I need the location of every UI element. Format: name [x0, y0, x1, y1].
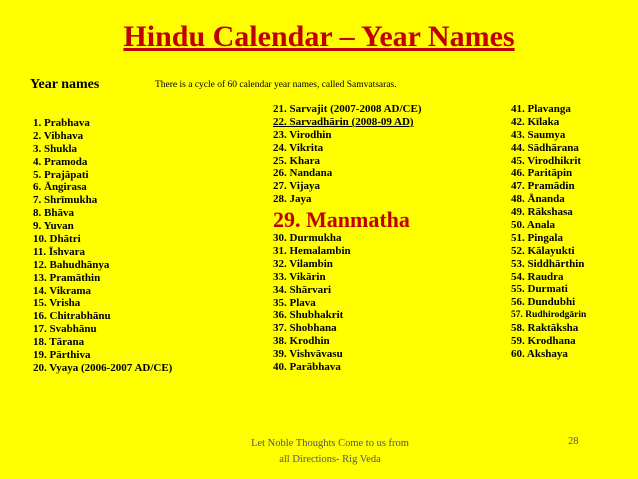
year-names-description: There is a cycle of 60 calendar year names, called Samvatsaras. [155, 80, 397, 90]
list-item: 1. Prabhava [33, 117, 90, 129]
list-item: 12. Bahudhānya [33, 258, 110, 271]
list-item: 60. Akshaya [511, 347, 568, 360]
list-item: 46. Paritāpin [511, 167, 573, 180]
list-item: 42. Kīlaka [511, 115, 560, 128]
list-item: 35. Plava [273, 296, 316, 309]
year-list-column-2 [273, 103, 422, 374]
list-item: 28. Jaya [273, 193, 312, 206]
footer-quote [225, 436, 435, 468]
page-number: 28 [568, 436, 579, 447]
list-item-current-year: 22. Sarvadhārin (2008-09 AD) [273, 115, 414, 128]
list-item: 52. Kālayukti [511, 244, 575, 257]
list-item: 34. Shārvari [273, 283, 332, 296]
list-item: 36. Shubhakrit [273, 309, 344, 322]
list-item: 7. Shrīmukha [33, 194, 98, 207]
list-item: 3. Shukla [33, 142, 78, 155]
list-item: 15. Vrisha [33, 297, 81, 310]
list-item: 10. Dhātri [33, 233, 81, 246]
list-item: 33. Vikārin [273, 270, 326, 283]
list-item: 27. Vijaya [273, 180, 321, 193]
list-item: 5. Prajāpati [33, 168, 89, 181]
list-item: 16. Chitrabhānu [33, 310, 111, 323]
list-item: 6. Āngirasa [33, 181, 87, 194]
list-item: 14. Vikrama [33, 284, 92, 297]
footer-line-1: Let Noble Thoughts Come to us from [251, 438, 409, 449]
list-item: 11. Īshvara [33, 245, 85, 258]
list-item: 18. Tārana [33, 336, 85, 349]
list-item: 54. Raudra [511, 270, 564, 283]
footer-line-2: all Directions- Rig Veda [279, 454, 381, 465]
highlighted-year: 29. Manmatha [273, 207, 410, 233]
list-item: 48. Ānanda [511, 193, 565, 206]
list-item: 40. Parābhava [273, 361, 341, 374]
list-item: 9. Yuvan [33, 220, 74, 233]
list-item: 39. Vishvāvasu [273, 348, 343, 361]
list-item: 45. Virodhikrit [511, 154, 582, 167]
list-item: 56. Dundubhi [511, 296, 576, 309]
list-item: 43. Saumya [511, 128, 566, 141]
list-item: 19. Pārthiva [33, 349, 91, 362]
year-list-column-3 [511, 103, 586, 361]
list-item: 47. Pramādin [511, 180, 575, 193]
list-item: 13. Pramāthin [33, 271, 101, 284]
list-item: 37. Shobhana [273, 322, 337, 335]
list-item: 49. Rākshasa [511, 206, 573, 219]
list-item: 24. Vikrita [273, 141, 324, 154]
list-item: 41. Plavanga [511, 103, 571, 115]
list-item: 51. Pingala [511, 231, 563, 244]
list-item: 25. Khara [273, 154, 321, 167]
list-item: 38. Krodhin [273, 335, 330, 348]
list-item: 50. Anala [511, 219, 556, 232]
year-list-column-1 [33, 117, 172, 375]
list-item: 59. Krodhana [511, 335, 576, 348]
list-item: 8. Bhāva [33, 207, 74, 220]
list-item: 32. Vilambin [273, 257, 333, 270]
list-item: 21. Sarvajit (2007-2008 AD/CE) [273, 103, 422, 115]
list-item: 58. Raktāksha [511, 322, 579, 335]
list-item: 55. Durmati [511, 283, 568, 296]
page-title: Hindu Calendar – Year Names [123, 20, 515, 53]
year-names-label: Year names [30, 77, 100, 92]
list-item: 4. Pramoda [33, 155, 88, 168]
list-item: 23. Virodhin [273, 128, 332, 141]
list-item: 53. Siddhārthin [511, 257, 585, 270]
list-item: 26. Nandana [273, 167, 333, 180]
list-item: 20. Vyaya (2006-2007 AD/CE) [33, 361, 173, 374]
list-item: 31. Hemalambin [273, 245, 351, 258]
list-item: 2. Vibhava [33, 129, 84, 142]
list-item: 44. Sādhārana [511, 141, 579, 154]
list-item: 57. Rudhirodgārin [511, 310, 587, 321]
list-item: 30. Durmukha [273, 232, 342, 245]
list-item: 17. Svabhānu [33, 323, 97, 336]
